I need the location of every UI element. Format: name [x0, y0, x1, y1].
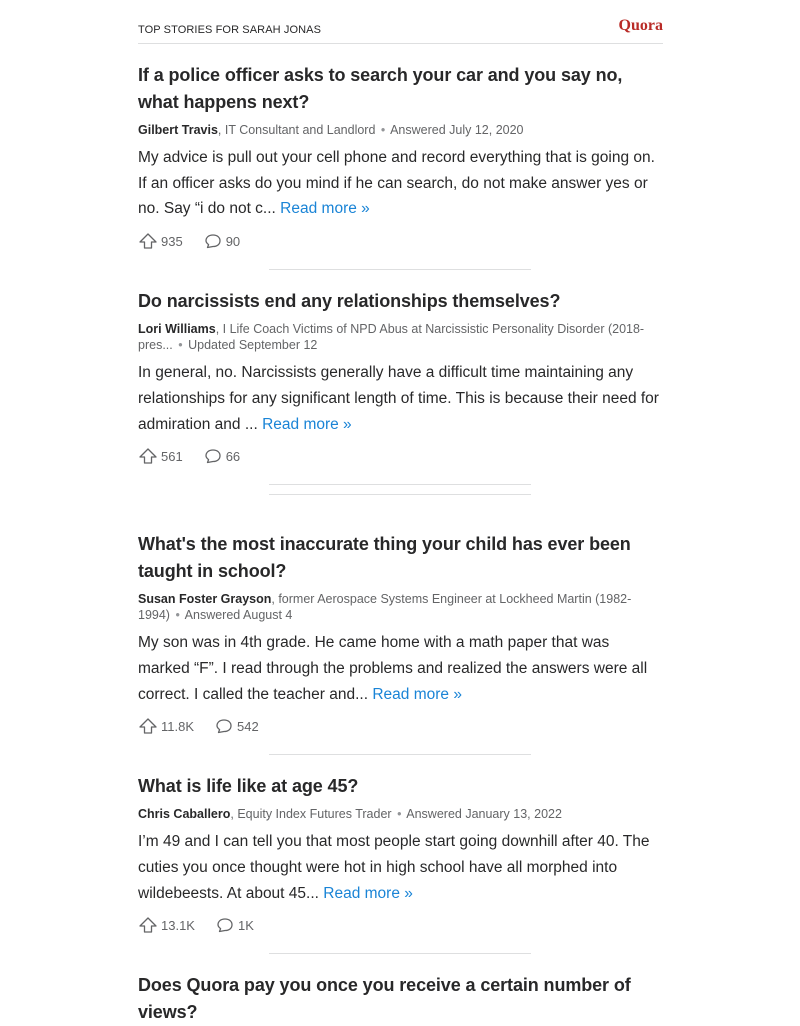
story-card [138, 755, 663, 954]
story-card [138, 495, 663, 755]
excerpt-text: My son was in 4th grade. He came home with a math paper that was marked “F”. I read through the problems and realized the answers were all correct. I called the teacher and... [138, 634, 648, 703]
story-excerpt[interactable] [138, 829, 663, 906]
comment-bubble-icon [203, 232, 223, 250]
story-title[interactable]: What is life like at age 45? [138, 776, 359, 797]
excerpt-text: I’m 49 and I can tell you that most people start going downhill after 40. The cuties you once thought were hot in high school have all morphed into wildebeests. At about 45... [138, 833, 650, 902]
upvote-count: 561 [161, 448, 183, 464]
author-credential: , Equity Index Futures Trader [230, 807, 392, 822]
story-actions [138, 446, 663, 466]
comment-button[interactable] [214, 717, 259, 735]
upvote-arrow-icon [138, 916, 158, 934]
story-title[interactable]: Do narcissists end any relationships themselves? [138, 291, 561, 312]
author-name[interactable]: Susan Foster Grayson [138, 592, 272, 607]
comment-button[interactable] [203, 447, 240, 465]
author-name[interactable]: Lori Williams [138, 322, 216, 337]
read-more-link[interactable]: Read more » [323, 884, 413, 902]
meta-separator: • [397, 807, 402, 822]
answer-date: Answered August 4 [184, 608, 293, 623]
comment-bubble-icon [215, 916, 235, 934]
upvote-button[interactable] [138, 916, 195, 934]
author-credential: , IT Consultant and Landlord [217, 123, 376, 137]
read-more-link[interactable]: Read more » [280, 200, 370, 218]
story-divider [269, 484, 531, 485]
story-meta [138, 122, 663, 138]
story-actions [138, 231, 663, 251]
comment-button[interactable] [203, 232, 240, 250]
story-meta [138, 321, 663, 353]
story-title[interactable]: Does Quora pay you once you receive a certain number of views? [138, 975, 631, 1023]
story-meta [138, 806, 663, 822]
answer-date: Updated September 12 [188, 338, 318, 353]
meta-separator: • [178, 338, 183, 353]
author-name[interactable]: Chris Caballero [138, 807, 231, 822]
upvote-arrow-icon [138, 717, 158, 735]
author-credential: , I Life Coach Victims of NPD Abus at Narcissistic Personality Disorder (2018-pres... [138, 322, 645, 353]
comment-bubble-icon [214, 717, 234, 735]
upvote-arrow-icon [138, 232, 158, 250]
read-more-link[interactable]: Read more » [262, 415, 352, 433]
upvote-button[interactable] [138, 447, 183, 465]
comment-count: 66 [225, 448, 241, 464]
story-excerpt[interactable] [138, 360, 663, 437]
story-excerpt[interactable] [138, 630, 663, 707]
upvote-count: 11.8K [161, 718, 195, 734]
read-more-link[interactable]: Read more » [372, 685, 462, 703]
digest-title: TOP STORIES FOR SARAH JONAS [138, 24, 322, 36]
excerpt-text: My advice is pull out your cell phone and record everything that is going on. If an officer asks do you mind if he can search, do not make answer yes or no. Say “i do not c... [138, 149, 655, 218]
story-card [138, 954, 663, 1026]
upvote-button[interactable] [138, 717, 194, 735]
upvote-count: 935 [161, 233, 183, 249]
upvote-count: 13.1K [161, 917, 195, 933]
story-card [138, 270, 663, 495]
story-title[interactable]: What's the most inaccurate thing your child has ever been taught in school? [138, 534, 631, 582]
answer-date: Answered January 13, 2022 [406, 807, 562, 822]
upvote-button[interactable] [138, 232, 183, 250]
story-card [138, 44, 663, 270]
meta-separator: • [175, 608, 180, 623]
comment-count: 542 [237, 718, 259, 734]
story-excerpt[interactable] [138, 145, 663, 222]
story-meta [138, 591, 663, 623]
story-actions [138, 915, 663, 935]
comment-count: 90 [225, 233, 241, 249]
story-actions [138, 716, 663, 736]
quora-logo[interactable]: Quora [618, 17, 663, 34]
story-title[interactable]: If a police officer asks to search your car and you say no, what happens next? [138, 65, 623, 112]
comment-count: 1K [237, 917, 254, 933]
comment-button[interactable] [215, 916, 254, 934]
meta-separator: • [380, 123, 386, 137]
excerpt-text: In general, no. Narcissists generally have a difficult time maintaining any relationships for any significant length of time. This is because their need for admiration and ... [138, 364, 659, 433]
digest-header [138, 0, 663, 44]
digest-container [138, 0, 663, 1026]
upvote-arrow-icon [138, 447, 158, 465]
author-name[interactable]: Gilbert Travis [138, 123, 218, 137]
comment-bubble-icon [203, 447, 223, 465]
author-credential: , former Aerospace Systems Engineer at Lockheed Martin (1982-1994) [138, 592, 632, 623]
answer-date: Answered July 12, 2020 [390, 123, 524, 137]
